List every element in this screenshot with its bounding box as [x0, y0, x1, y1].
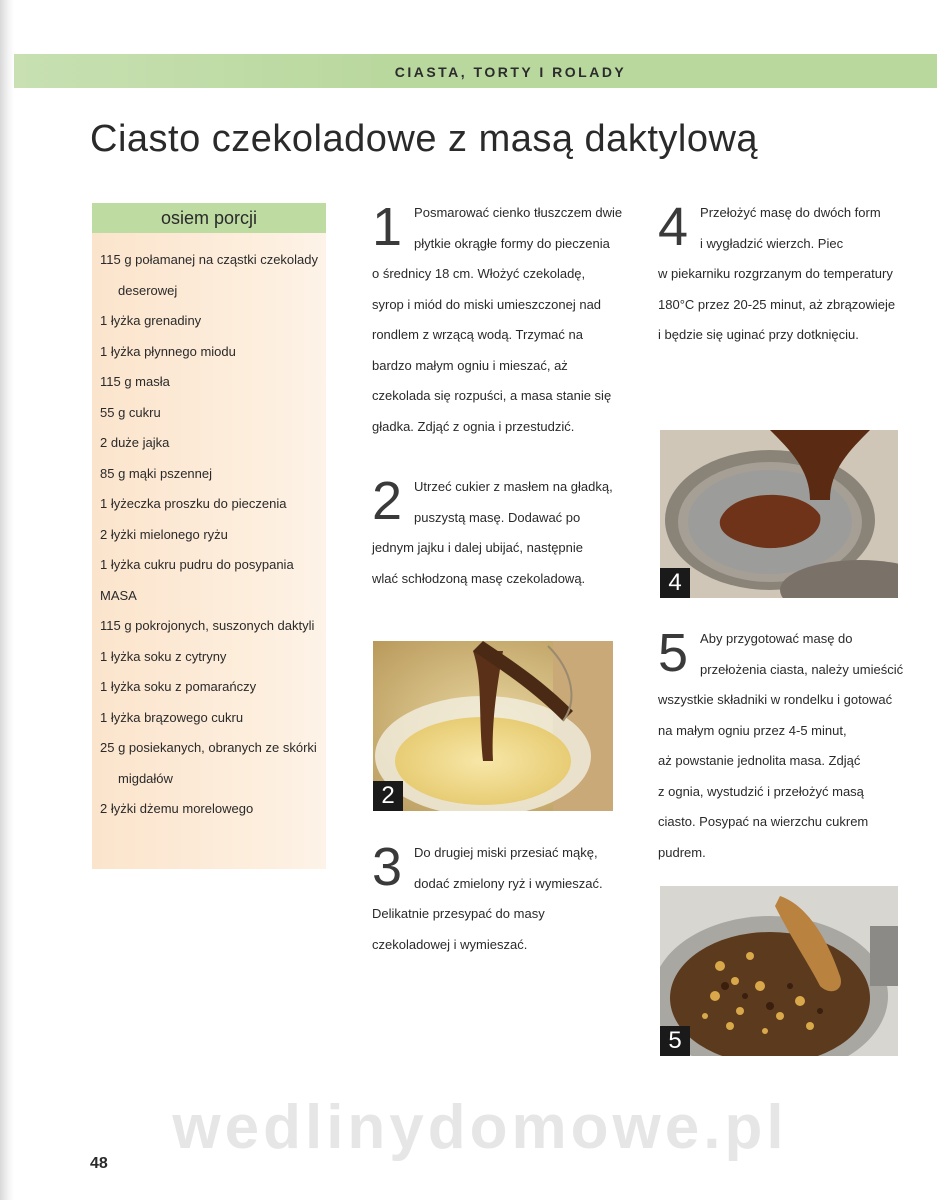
- ingredient-item: 1 łyżka soku z cytryny: [100, 648, 227, 664]
- ingredient-subheading: MASA: [100, 587, 137, 603]
- step-5-photo: [660, 886, 898, 1056]
- step-text: Do drugiej miski przesiać mąkę, dodać zmielony ryż i wymieszać. Delikatnie przesypać do masy czekoladowej i wymieszać.: [372, 845, 603, 952]
- mixing-bowl-photo: [373, 641, 613, 811]
- step-2-photo: [373, 641, 613, 811]
- step-text: Aby przygotować masę do przełożenia ciasta, należy umieścić wszystkie składniki w rondelku i gotować na małym ogniu przez 4-5 minut, aż powstanie jednolita masa. Zdjąć z ognia, wystudzić i przełożyć masą ciasto. Posypać na wierzchu cukrem pudrem.: [658, 631, 904, 860]
- page-number: 48: [90, 1155, 108, 1172]
- ingredient-item: 2 łyżki dżemu morelowego: [100, 801, 254, 816]
- step-number: 5: [658, 623, 689, 683]
- saucepan-photo: [660, 886, 898, 1056]
- step-number: 2: [372, 471, 403, 531]
- photo-number-label: 2: [373, 781, 403, 811]
- ingredient-item: 1 łyżeczka proszku do pieczenia: [100, 496, 287, 511]
- ingredient-item: 1 łyżka płynnego miodu: [100, 343, 236, 359]
- ingredient-item: 1 łyżka brązowego cukru: [100, 709, 244, 725]
- step-number: 4: [658, 197, 689, 257]
- section-header-band: [14, 54, 937, 88]
- step-4-photo: [660, 430, 898, 598]
- step-text: Utrzeć cukier z masłem na gładką, puszystą masę. Dodawać po jednym jajku i dalej ubijać, następnie wlać schłodzoną masę czekoladową.: [372, 479, 613, 586]
- photo-number-label: 4: [660, 568, 690, 598]
- recipe-title: Ciasto czekoladowe z masą daktylową: [90, 118, 759, 160]
- step-text: Posmarować cienko tłuszczem dwie płytkie okrągłe formy do pieczenia o średnicy 18 cm. Włożyć czekoladę, syrop i miód do miski umieszczonej nad rondlem z wrzącą wodą. Trzymać na bardzo małym ogniu i mieszać, aż czekolada się rozpuści, a masa stanie się gładka. Zdjąć z ognia i przestudzić.: [372, 205, 623, 434]
- watermark: wedlinydomowe.pl: [172, 1093, 788, 1162]
- ingredients-panel: [92, 203, 326, 869]
- page-edge-shadow: [0, 0, 14, 1200]
- photo-number-label: 5: [660, 1026, 690, 1056]
- ingredient-item: 115 g pokrojonych, suszonych daktyli: [100, 618, 315, 633]
- ingredients-list: [92, 245, 326, 825]
- ingredient-item: 2 łyżki mielonego ryżu: [100, 526, 228, 542]
- step-number: 1: [372, 197, 403, 257]
- section-label: CIASTA, TORTY I ROLADY: [394, 64, 627, 80]
- step-1: [372, 198, 642, 442]
- ingredient-item: 115 g połamanej na cząstki czekolady deserowej: [100, 252, 318, 298]
- step-5: [658, 624, 918, 868]
- cake-tin-photo: [660, 430, 898, 598]
- ingredient-item: 85 g mąki pszennej: [100, 465, 213, 481]
- ingredient-item: 1 łyżka soku z pomarańczy: [100, 679, 257, 694]
- step-2: [372, 472, 642, 594]
- ingredient-item: 1 łyżka grenadiny: [100, 313, 202, 328]
- step-number: 3: [372, 837, 403, 897]
- ingredient-item: 2 duże jajka: [100, 435, 170, 450]
- step-4: [658, 198, 918, 351]
- ingredient-item: 55 g cukru: [100, 404, 161, 420]
- servings-heading: osiem porcji: [92, 203, 326, 233]
- ingredient-item: 115 g masła: [100, 374, 170, 389]
- step-3: [372, 838, 642, 960]
- step-text: Przełożyć masę do dwóch form i wygładzić wierzch. Piec w piekarniku rozgrzanym do temperatury 180°C przez 20-25 minut, aż zbrązowieje i będzie się uginać przy dotknięciu.: [658, 205, 896, 342]
- ingredient-item: 1 łyżka cukru pudru do posypania: [100, 557, 294, 572]
- ingredient-item: 25 g posiekanych, obranych ze skórki migdałów: [100, 740, 317, 786]
